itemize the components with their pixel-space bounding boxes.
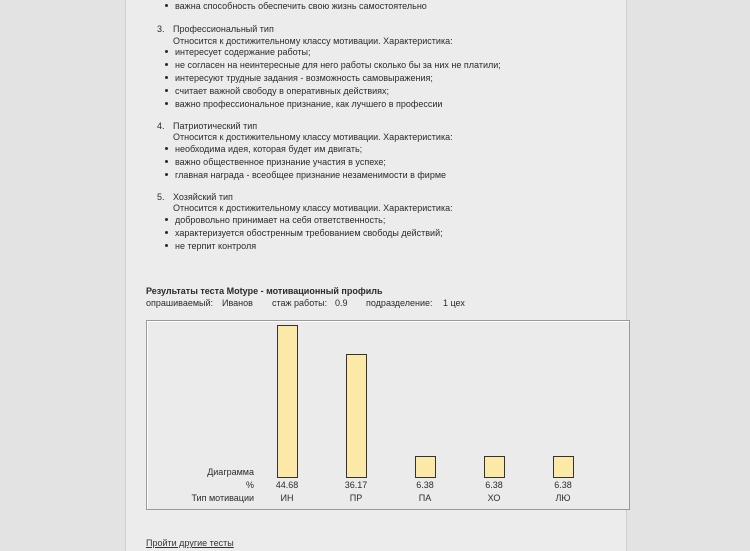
chart-bar-ИН: [277, 325, 298, 478]
section-desc: Относится к достижительному классу мотивации. Характеристика:: [173, 203, 453, 213]
value-label: 36.17: [344, 480, 368, 490]
list-bullet: важно профессиональное признание, как лучшего в профессии: [175, 99, 443, 109]
experience-label: стаж работы:: [272, 298, 328, 308]
value-label: 44.68: [275, 480, 299, 490]
section-desc: Относится к достижительному классу мотивации. Характеристика:: [173, 36, 453, 46]
chart-bar-ХО: [484, 456, 505, 478]
experience-value: 0.9: [335, 298, 348, 308]
category-label: ПА: [418, 493, 432, 503]
content-page: [125, 0, 627, 551]
list-bullet: интересует содержание работы;: [175, 47, 311, 57]
list-bullet: важно общественное признание участия в успехе;: [175, 157, 386, 167]
list-bullet: не согласен на неинтересные для него работы сколько бы за них не платили;: [175, 60, 501, 70]
category-label: ХО: [487, 493, 501, 503]
chart-bar-ЛЮ: [553, 456, 574, 478]
value-label: 6.38: [485, 480, 503, 490]
list-bullet: главная награда - всеобщее признание незаменимости в фирме: [175, 170, 447, 180]
list-bullet: добровольно принимает на себя ответственность;: [175, 215, 386, 225]
category-label: ПР: [349, 493, 363, 503]
list-bullet: характеризуется обостренным требованием свободы действий;: [175, 228, 443, 238]
list-bullet: важна способность обеспечить свою жизнь самостоятельно: [175, 1, 427, 11]
list-number: 5.: [157, 192, 165, 202]
row-label-percent: %: [245, 480, 254, 490]
motivation-chart: [146, 320, 630, 510]
department-value: 1 цех: [443, 298, 465, 308]
section-desc: Относится к достижительному классу мотивации. Характеристика:: [173, 132, 453, 142]
value-label: 6.38: [416, 480, 434, 490]
section-title: Профессиональный тип: [173, 24, 274, 34]
category-label: ИН: [280, 493, 294, 503]
chart-bar-ПР: [346, 354, 367, 478]
chart-bar-ПА: [415, 456, 436, 478]
list-number: 3.: [157, 24, 165, 34]
section-title: Хозяйский тип: [173, 192, 233, 202]
list-bullet: интересуют трудные задания - возможность самовыражения;: [175, 73, 433, 83]
results-title: Результаты теста Motype - мотивационный профиль: [146, 286, 383, 296]
list-number: 4.: [157, 121, 165, 131]
value-label: 6.38: [554, 480, 572, 490]
list-bullet: не терпит контроля: [175, 241, 257, 251]
row-label-diagram: Диаграмма: [207, 467, 254, 477]
category-label: ЛЮ: [555, 493, 571, 503]
other-tests-link[interactable]: Пройти другие тесты: [146, 538, 234, 548]
department-label: подразделение:: [366, 298, 433, 308]
list-bullet: необходима идея, которая будет им двигать;: [175, 144, 363, 154]
row-label-type: Тип мотивации: [191, 493, 254, 503]
respondent-label: опрашиваемый:: [146, 298, 214, 308]
respondent-value: Иванов: [222, 298, 253, 308]
list-bullet: считает важной свободу в оперативных действиях;: [175, 86, 390, 96]
section-title: Патриотический тип: [173, 121, 258, 131]
